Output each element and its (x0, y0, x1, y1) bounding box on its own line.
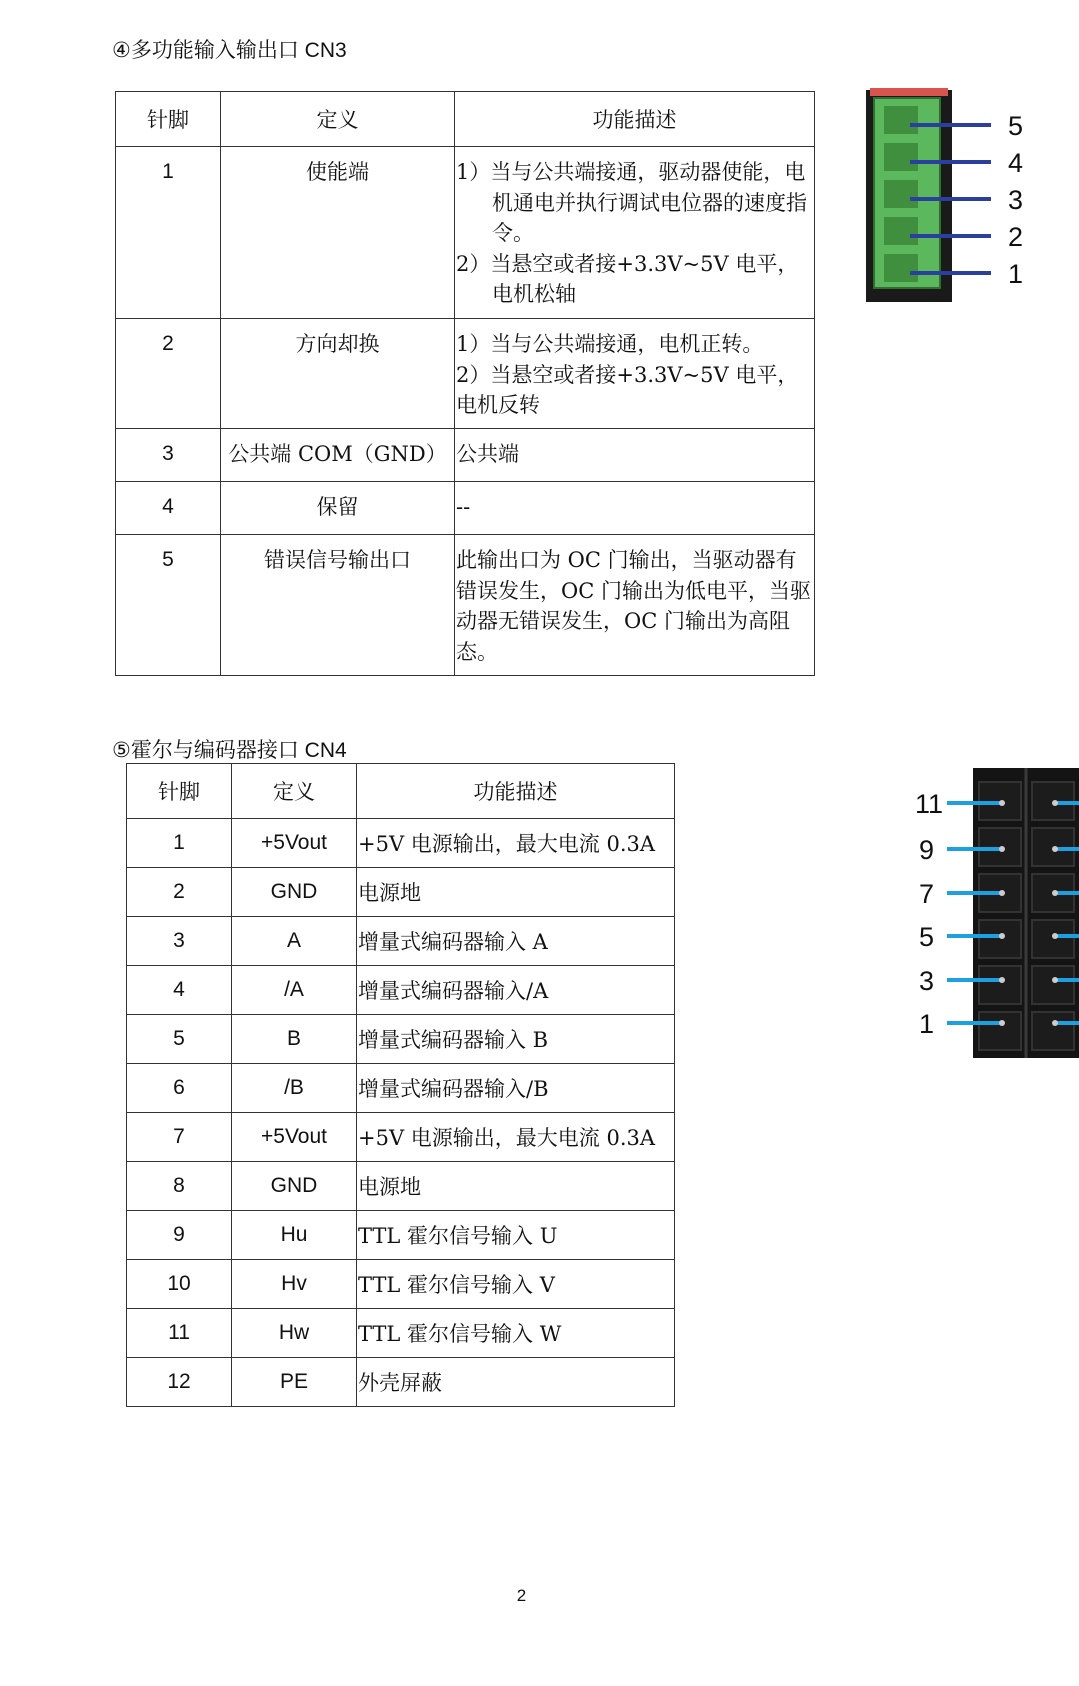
definition-cell: A (232, 917, 357, 966)
table-row (116, 429, 815, 482)
connector-cell (1032, 966, 1074, 1004)
definition-cell: +5Vout (232, 1113, 357, 1162)
cn3-header-pin: 针脚 (116, 92, 221, 147)
cn4-table (126, 763, 675, 1407)
description-cell: 此输出口为 OC 门输出，当驱动器有错误发生，OC 门输出为低电平，当驱动器无错误发生，OC 门输出为高阻态。 (455, 535, 815, 676)
description-cell: TTL 霍尔信号输入 U (357, 1211, 675, 1260)
pin-label: 4 (1008, 148, 1024, 178)
description-line: 2）当悬空或者接+3.3V~5V 电平，电机松轴 (456, 251, 799, 306)
cn4-header-pin: 针脚 (127, 764, 232, 819)
pin-label: 5 (919, 922, 935, 952)
definition-cell: 使能端 (221, 147, 455, 319)
definition-cell: 公共端 COM（GND） (221, 429, 455, 482)
definition-cell: GND (232, 1162, 357, 1211)
pin-cell: 4 (116, 482, 221, 535)
description-cell: 增量式编码器输入 A (357, 917, 675, 966)
definition-cell: B (232, 1015, 357, 1064)
pin-dot (1052, 800, 1058, 806)
description-cell: TTL 霍尔信号输入 V (357, 1260, 675, 1309)
pin-dot (1052, 1020, 1058, 1026)
connector-cell (979, 1012, 1021, 1050)
pin-label: 11 (915, 789, 944, 819)
description-line: 1）当与公共端接通，电机正转。 (456, 332, 764, 356)
pin-cell: 10 (127, 1260, 232, 1309)
description-line: 1）当与公共端接通，驱动器使能，电机通电并执行调试电位器的速度指令。 (456, 160, 807, 245)
pin-dot (999, 933, 1005, 939)
table-row (127, 1358, 675, 1407)
pin-cell: 5 (127, 1015, 232, 1064)
table-row (116, 319, 815, 429)
description-cell (455, 147, 815, 319)
definition-cell: +5Vout (232, 819, 357, 868)
pin-cell: 9 (127, 1211, 232, 1260)
cn3-terminal-illustration (860, 88, 1040, 308)
table-row (127, 868, 675, 917)
pin-cell: 12 (127, 1358, 232, 1407)
pin-label: 5 (1008, 111, 1024, 141)
description-cell: 电源地 (357, 868, 675, 917)
table-row (116, 535, 815, 676)
terminal-slot (884, 254, 918, 282)
table-row (127, 1309, 675, 1358)
pin-cell: 11 (127, 1309, 232, 1358)
pin-dot (1052, 890, 1058, 896)
connector-cell (979, 920, 1021, 958)
pin-cell: 2 (116, 319, 221, 429)
definition-cell: 保留 (221, 482, 455, 535)
definition-cell: 方向却换 (221, 319, 455, 429)
pin-label: 9 (919, 835, 935, 865)
pin-dot (1052, 977, 1058, 983)
pin-label: 2 (1008, 222, 1024, 252)
pin-dot (999, 846, 1005, 852)
terminal-slot (884, 217, 918, 245)
description-cell: 外壳屏蔽 (357, 1358, 675, 1407)
table-row (127, 1162, 675, 1211)
cn3-title: ④多功能输入输出口 CN3 (112, 39, 347, 62)
terminal-top-edge (870, 88, 948, 96)
terminal-slot (884, 143, 918, 171)
pin-cell: 3 (116, 429, 221, 482)
pin-dot (999, 977, 1005, 983)
description-cell: 增量式编码器输入/B (357, 1064, 675, 1113)
definition-cell: 错误信号输出口 (221, 535, 455, 676)
pin-dot (999, 890, 1005, 896)
description-cell (455, 319, 815, 429)
pin-dot (999, 800, 1005, 806)
pin-label: 3 (919, 966, 935, 996)
cn4-header-def: 定义 (232, 764, 357, 819)
pin-dot (1052, 846, 1058, 852)
connector-cell (1032, 920, 1074, 958)
connector-cell (979, 966, 1021, 1004)
table-row (127, 1260, 675, 1309)
table-row (116, 482, 815, 535)
pin-cell: 1 (116, 147, 221, 319)
pin-cell: 4 (127, 966, 232, 1015)
description-cell: 电源地 (357, 1162, 675, 1211)
table-row (116, 147, 815, 319)
cn4-header-row (127, 764, 675, 819)
cn3-table (115, 91, 815, 676)
connector-cell (1032, 1012, 1074, 1050)
pin-cell: 2 (127, 868, 232, 917)
pin-label: 1 (1008, 259, 1024, 289)
cn4-title: ⑤霍尔与编码器接口 CN4 (112, 739, 347, 762)
table-row (127, 1064, 675, 1113)
pin-label: 3 (1008, 185, 1024, 215)
description-cell: +5V 电源输出，最大电流 0.3A (357, 819, 675, 868)
description-cell: 增量式编码器输入 B (357, 1015, 675, 1064)
description-cell: TTL 霍尔信号输入 W (357, 1309, 675, 1358)
cn3-header-desc: 功能描述 (455, 92, 815, 147)
page-number: 2 (516, 1586, 527, 1605)
definition-cell: Hw (232, 1309, 357, 1358)
pin-dot (1052, 933, 1058, 939)
table-row (127, 966, 675, 1015)
cn4-connector-illustration (905, 760, 1079, 1060)
definition-cell: PE (232, 1358, 357, 1407)
pin-label: 7 (919, 879, 935, 909)
pin-cell: 5 (116, 535, 221, 676)
table-row (127, 917, 675, 966)
pin-dot (999, 1020, 1005, 1026)
terminal-slot (884, 106, 918, 134)
description-cell: -- (455, 482, 815, 535)
cn4-header-desc: 功能描述 (357, 764, 675, 819)
table-row (127, 819, 675, 868)
description-line: 2）当悬空或者接+3.3V~5V 电平，电机反转 (456, 362, 799, 417)
terminal-slots (884, 106, 918, 282)
cn3-header-row (116, 92, 815, 147)
terminal-slot (884, 180, 918, 208)
pin-cell: 1 (127, 819, 232, 868)
pin-cell: 6 (127, 1064, 232, 1113)
description-cell: 公共端 (455, 429, 815, 482)
cn3-header-def: 定义 (221, 92, 455, 147)
definition-cell: /A (232, 966, 357, 1015)
definition-cell: Hu (232, 1211, 357, 1260)
description-cell: 增量式编码器输入/A (357, 966, 675, 1015)
pin-cell: 8 (127, 1162, 232, 1211)
pin-cell: 7 (127, 1113, 232, 1162)
table-row (127, 1113, 675, 1162)
definition-cell: /B (232, 1064, 357, 1113)
table-row (127, 1015, 675, 1064)
pin-label: 1 (919, 1009, 935, 1039)
pin-cell: 3 (127, 917, 232, 966)
definition-cell: GND (232, 868, 357, 917)
description-cell: +5V 电源输出，最大电流 0.3A (357, 1113, 675, 1162)
table-row (127, 1211, 675, 1260)
definition-cell: Hv (232, 1260, 357, 1309)
